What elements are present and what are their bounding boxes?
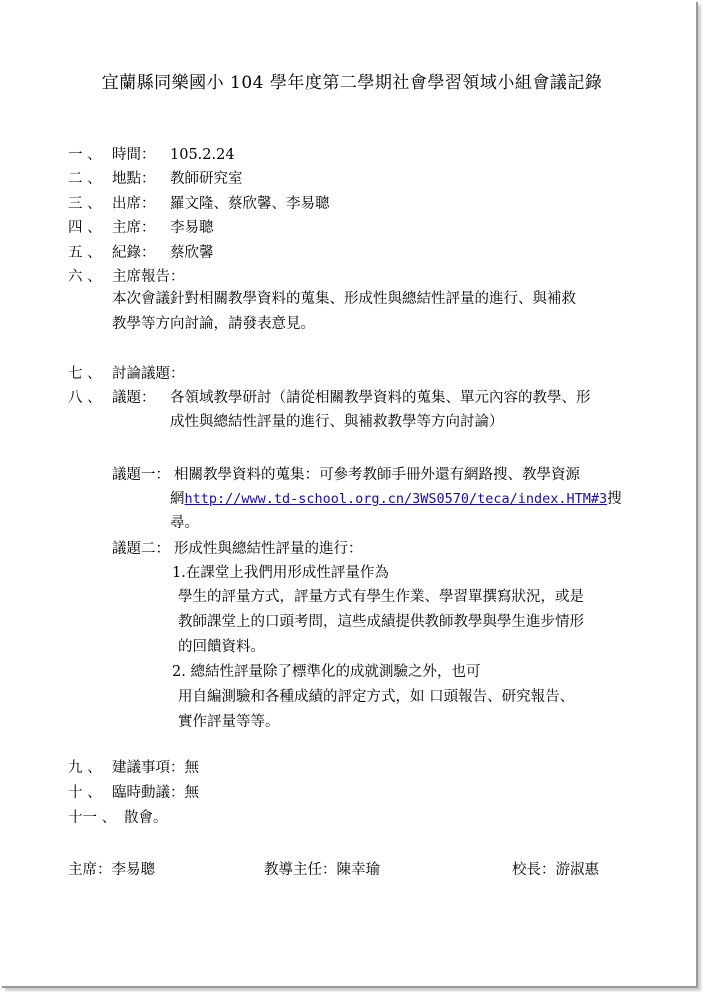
report-line-2: 教學等方向討論，請發表意見。 — [112, 316, 315, 332]
item-label: 討論議題： — [112, 366, 185, 382]
issue-2-heading: 形成性與總結性評量的進行： — [174, 541, 363, 557]
issue-2-point-2-line-1: 2. 總結性評量除了標準化的成就測驗之外，也可 — [172, 664, 481, 680]
item-label: 臨時動議：無 — [112, 785, 199, 801]
item-label: 出席： — [112, 196, 156, 212]
attendees: 羅文隆、蔡欣馨、李易聰 — [170, 196, 330, 212]
item-label: 主席： — [112, 220, 156, 236]
item-discussion — [0, 364, 704, 384]
item-label: 議題： — [112, 390, 156, 406]
item-number: 四 、 — [68, 220, 102, 236]
item-motions — [0, 783, 704, 803]
item-time — [0, 145, 704, 165]
resource-link[interactable]: http://www.td-school.org.cn/3WS0570/teca/index.HTM#3 — [184, 491, 608, 507]
issue-2-point-1-line-2: 學生的評量方式，評量方式有學生作業、學習單撰寫狀況，或是 — [178, 589, 584, 605]
signature-principal: 校長：游淑惠 — [512, 862, 599, 878]
meeting-place: 教師研究室 — [170, 171, 243, 187]
item-number: 九 、 — [68, 760, 102, 776]
item-number: 三 、 — [68, 196, 102, 212]
signature-director: 教導主任：陳幸瑜 — [264, 862, 380, 878]
issue-2-point-2-line-2: 用自編測驗和各種成績的評定方式，如 口頭報告、研究報告、 — [178, 689, 575, 705]
item-label: 建議事項：無 — [112, 760, 199, 776]
issue-2-point-1-line-1: 1.在課堂上我們用形成性評量作為 — [172, 565, 389, 581]
item-suggestions — [0, 758, 704, 778]
item-label: 紀錄： — [112, 245, 156, 261]
meeting-date: 105.2.24 — [170, 147, 235, 163]
item-place — [0, 169, 704, 189]
item-number: 六 、 — [68, 269, 102, 285]
issue-2-label: 議題二： — [112, 541, 170, 557]
topic-line-1: 各領域教學研討（請從相關教學資料的蒐集、單元內容的教學、形 — [170, 390, 591, 406]
item-label: 散會。 — [124, 810, 168, 826]
issue-2-point-1-line-4: 的回饋資料。 — [178, 639, 265, 655]
item-attendance — [0, 194, 704, 214]
report-line-1: 本次會議針對相關教學資料的蒐集、形成性與總結性評量的進行、與補救 — [112, 291, 576, 307]
issue-1-line-2 — [170, 487, 622, 512]
issue-2-point-1-line-3: 教師課堂上的口頭考問，這些成績提供教師教學與學生進步情形 — [178, 614, 584, 630]
item-label: 地點： — [112, 171, 156, 187]
document-title: 宜蘭縣同樂國小 104 學年度第二學期社會學習領域小組會議記錄 — [101, 73, 603, 93]
signature-chair: 主席：李易聰 — [68, 862, 155, 878]
item-label: 主席報告： — [112, 269, 185, 285]
item-number: 八 、 — [68, 390, 102, 406]
item-number: 十 、 — [68, 785, 102, 801]
issue-1-line-3: 尋。 — [170, 515, 199, 531]
item-label: 時間： — [112, 147, 156, 163]
item-chair-report — [0, 267, 704, 287]
item-number: 十一 、 — [68, 810, 117, 826]
issue-1-suffix: 搜 — [607, 491, 622, 507]
issue-2-point-2-line-3: 實作評量等等。 — [178, 714, 280, 730]
item-recorder — [0, 243, 704, 263]
item-number: 一 、 — [68, 147, 102, 163]
item-number: 五 、 — [68, 245, 102, 261]
issue-1-line-1: 相關教學資料的蒐集：可參考教師手冊外還有網路搜、教學資源 — [174, 467, 580, 483]
issue-1-label: 議題一： — [112, 467, 170, 483]
chairperson: 李易聰 — [170, 220, 214, 236]
item-chair — [0, 218, 704, 238]
issue-1-prefix: 網 — [170, 491, 185, 507]
item-adjourn — [0, 808, 704, 828]
recorder: 蔡欣馨 — [170, 245, 214, 261]
item-topic — [0, 388, 704, 408]
item-number: 二 、 — [68, 171, 102, 187]
topic-line-2: 成性與總結性評量的進行、與補救教學等方向討論） — [170, 414, 504, 430]
item-number: 七 、 — [68, 366, 102, 382]
